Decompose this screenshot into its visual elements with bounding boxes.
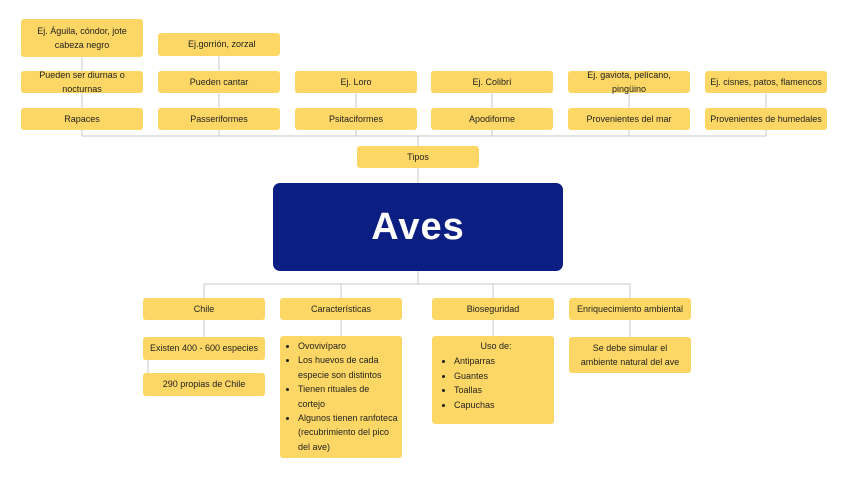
enriquecimiento-title: Enriquecimiento ambiental xyxy=(576,303,684,314)
humedales-example-text: Ej. cisnes, patos, flamencos xyxy=(710,76,822,87)
list-item: • Capuchas xyxy=(454,398,550,412)
chile-species-node xyxy=(143,337,265,360)
passeriformes-note-node xyxy=(158,71,280,93)
rapaces-node xyxy=(21,108,143,130)
chile-species-text: Existen 400 - 600 especies xyxy=(149,343,259,354)
enriquecimiento-text: Se debe simular el ambiente natural del ave xyxy=(580,342,680,367)
passeriformes-title: Passeriformes xyxy=(190,113,248,124)
apodiforme-node xyxy=(431,108,553,130)
humedales-node xyxy=(705,108,827,130)
bioseguridad-list-node xyxy=(432,336,554,424)
list-item: • Algunos tienen ranfoteca (recubrimiento del pico del ave) xyxy=(298,411,398,454)
psitaciformes-example-node xyxy=(295,71,417,93)
bioseguridad-title: Bioseguridad xyxy=(466,303,520,314)
tipos-label: Tipos xyxy=(407,151,429,162)
passeriformes-node xyxy=(158,108,280,130)
caracteristicas-node xyxy=(280,298,402,320)
caracteristicas-list xyxy=(286,339,398,454)
tipos-node xyxy=(357,146,479,168)
rapaces-note-node xyxy=(21,71,143,93)
apodiforme-title: Apodiforme xyxy=(468,113,516,124)
chile-title: Chile xyxy=(193,303,215,314)
list-item: • Antiparras xyxy=(454,354,550,368)
enriquecimiento-text-node xyxy=(569,337,691,373)
psitaciformes-node xyxy=(295,108,417,130)
mar-node xyxy=(568,108,690,130)
passeriformes-example-node xyxy=(158,33,280,56)
chile-endemic-text: 290 propias de Chile xyxy=(162,379,246,390)
enriquecimiento-node xyxy=(569,298,691,320)
list-item: • Toallas xyxy=(454,383,550,397)
rapaces-example-node xyxy=(21,19,143,57)
caracteristicas-list-node xyxy=(280,336,402,458)
chile-endemic-node xyxy=(143,373,265,396)
mar-example-node xyxy=(568,71,690,93)
rapaces-note-text: Pueden ser diurnas o nocturnas xyxy=(39,69,125,94)
apodiforme-example-node xyxy=(431,71,553,93)
mar-title: Provenientes del mar xyxy=(586,113,672,124)
list-item: • Guantes xyxy=(454,369,550,383)
psitaciformes-example-text: Ej. Loro xyxy=(340,76,372,87)
bioseguridad-header: Uso de: xyxy=(480,341,512,351)
bioseguridad-list xyxy=(442,354,550,412)
caracteristicas-title: Características xyxy=(310,303,372,314)
chile-node xyxy=(143,298,265,320)
central-title: Aves xyxy=(371,205,465,248)
apodiforme-example-text: Ej. Colibrí xyxy=(472,76,512,87)
passeriformes-note-text: Pueden cantar xyxy=(189,76,249,87)
humedales-title: Provenientes de humedales xyxy=(710,113,822,124)
psitaciformes-title: Psitaciformes xyxy=(328,113,383,124)
list-item: • Ovovivíparo xyxy=(298,339,398,353)
passeriformes-example-text: Ej.gorrión, zorzal xyxy=(188,39,256,50)
central-topic xyxy=(273,183,563,271)
humedales-example-node xyxy=(705,71,827,93)
rapaces-title: Rapaces xyxy=(64,113,100,124)
list-item: • Tienen rituales de cortejo xyxy=(298,382,398,411)
bioseguridad-node xyxy=(432,298,554,320)
mar-example-text: Ej. gaviota, pelícano, pingüino xyxy=(587,69,671,94)
rapaces-example-text: Ej. Águila, cóndor, jote cabeza negro xyxy=(37,25,127,50)
list-item: • Los huevos de cada especie son distintos xyxy=(298,353,398,382)
